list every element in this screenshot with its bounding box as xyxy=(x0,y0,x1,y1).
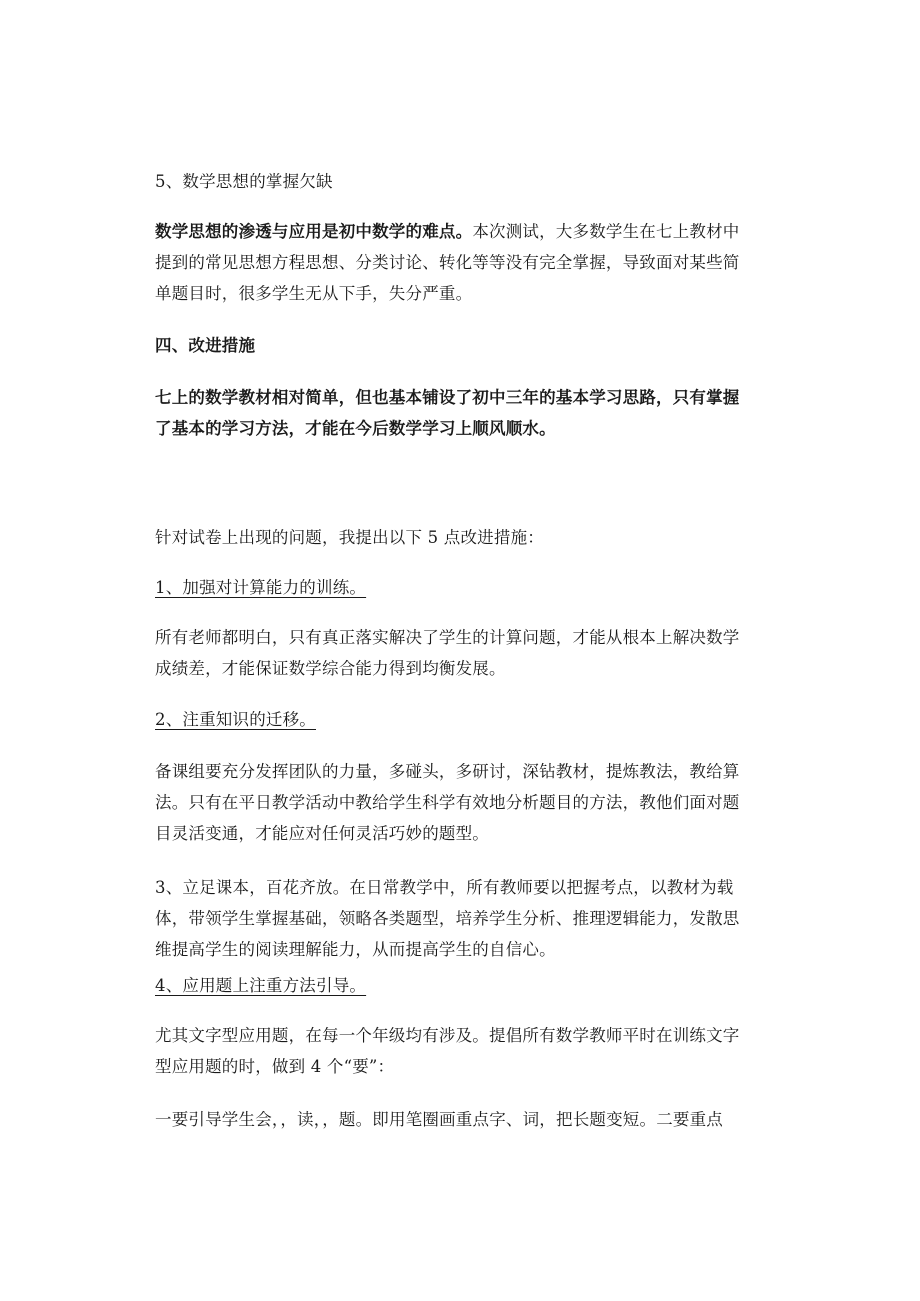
paragraph-line: 维提高学生的阅读理解能力，从而提高学生的自信心。 xyxy=(155,940,556,959)
item-3-body xyxy=(155,872,767,965)
paragraph-line: 体，带领学生掌握基础，领略各类题型，培养学生分析、推理逻辑能力，发散思 xyxy=(155,909,740,928)
paragraph-line xyxy=(155,216,767,247)
underlined-title: 2、注重知识的迁移。 xyxy=(155,710,316,729)
section-4-heading: 四、改进措施 xyxy=(155,336,256,355)
paragraph-textbook-summary xyxy=(155,382,767,444)
paragraph-line: 3、立足课本，百花齐放。在日常教学中，所有教师要以把握考点，以教材为载 xyxy=(155,878,734,897)
paragraph-math-thinking xyxy=(155,216,767,309)
paragraph-intro-measures: 针对试卷上出现的问题，我提出以下 5 点改进措施： xyxy=(155,528,544,547)
paragraph-line: 成绩差，才能保证数学综合能力得到均衡发展。 xyxy=(155,659,506,678)
paragraph-four-requirements: 一要引导学生会，，读，，题。即用笔圈画重点字、词，把长题变短。二要重点 xyxy=(155,1110,723,1129)
paragraph-line: 七上的数学教材相对简单，但也基本铺设了初中三年的基本学习思路，只有掌握 xyxy=(155,388,740,407)
item-2-title xyxy=(155,704,767,735)
paragraph-line: 目灵活变通，才能应对任何灵活巧妙的题型。 xyxy=(155,824,489,843)
paragraph-line: 法。只有在平日教学活动中教给学生科学有效地分析题目的方法，教他们面对题 xyxy=(155,793,740,812)
paragraph-line: 提到的常见思想方程思想、分类讨论、转化等等没有完全掌握，导致面对某些简 xyxy=(155,253,740,272)
item-1-title xyxy=(155,572,767,603)
section-5-heading: 5、数学思想的掌握欠缺 xyxy=(155,172,333,191)
underlined-title: 4、应用题上注重方法引导。 xyxy=(155,976,367,995)
paragraph-line: 型应用题的时，做到 4 个“要”： xyxy=(155,1057,395,1076)
item-4-title xyxy=(155,970,767,1001)
line-rest: 本次测试，大多数学生在七上教材中 xyxy=(472,222,740,241)
item-1-body xyxy=(155,622,767,684)
item-4-body xyxy=(155,1020,767,1082)
paragraph-line: 所有老师都明白，只有真正落实解决了学生的计算问题，才能从根本上解决数学 xyxy=(155,628,740,647)
paragraph-line: 单题目时，很多学生无从下手，失分严重。 xyxy=(155,284,473,303)
paragraph-line: 备课组要充分发挥团队的力量，多碰头，多研讨，深钻教材，提炼教法，教给算 xyxy=(155,762,740,781)
paragraph-line: 尤其文字型应用题，在每一个年级均有涉及。提倡所有数学教师平时在训练文字 xyxy=(155,1026,740,1045)
item-2-body xyxy=(155,756,767,849)
bold-lead-sentence: 数学思想的渗透与应用是初中数学的难点。 xyxy=(155,222,473,241)
paragraph-line: 了基本的学习方法，才能在今后数学学习上顺风顺水。 xyxy=(155,419,556,438)
underlined-title: 1、加强对计算能力的训练。 xyxy=(155,578,367,597)
